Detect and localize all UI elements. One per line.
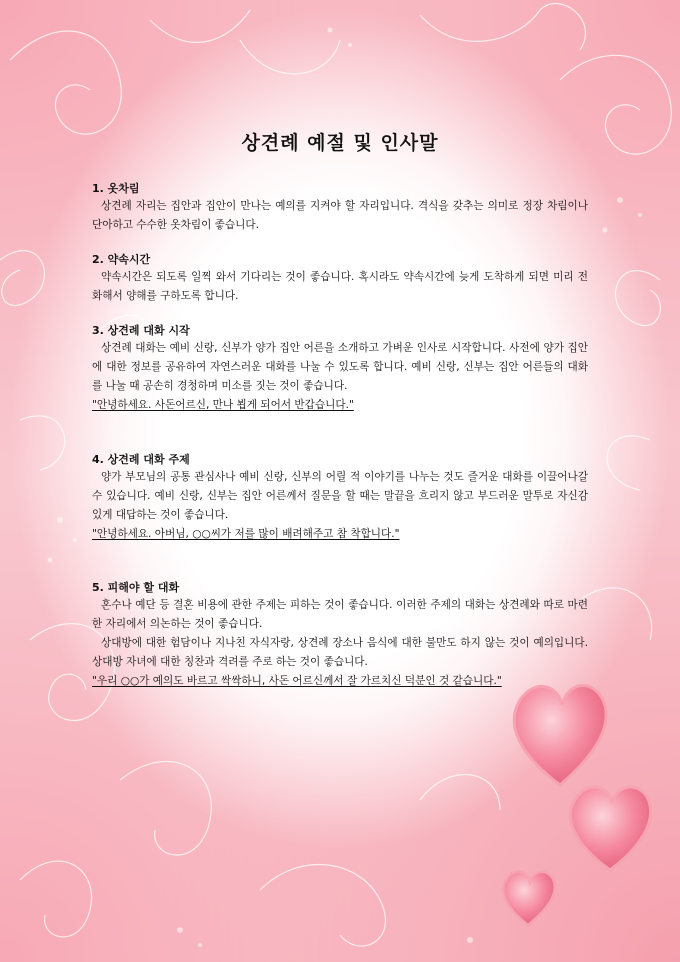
- section-conversation-topics: [92, 452, 588, 544]
- section-topics-to-avoid: [92, 580, 588, 691]
- section-clothing: [92, 181, 588, 235]
- section-paragraph: 양가 부모님의 공통 관심사나 예비 신랑, 신부의 어릴 적 이야기를 나누는 것도 즐거운 대화를 이끌어나갈 수 있습니다. 예비 신랑, 신부는 집안 어른께서 질문을 할 때는 말끝을 흐리지 않고 부드러운 말투로 자신감 있게 대답하는 것이 좋습니다.: [92, 471, 588, 521]
- example-greeting-quote: "안녕하세요. 사돈어르신, 만나 뵙게 되어서 반갑습니다.": [92, 399, 354, 411]
- heart-icon: [514, 685, 606, 785]
- page-title: 상견례 예절 및 인사말: [241, 132, 439, 154]
- section-appointment-time: [92, 252, 588, 306]
- section-paragraph: 약속시간은 되도록 일찍 와서 기다리는 것이 좋습니다. 혹시라도 약속시간에 늦게 도착하게 되면 미리 전화해서 양해를 구하도록 합니다.: [92, 271, 588, 302]
- section-paragraph: 상견례 대화는 예비 신랑, 신부가 양가 집안 어른을 소개하고 가벼운 인사로 시작합니다. 사전에 양가 집안에 대한 정보를 공유하여 자연스러운 대화를 나눌 수 있도록 합니다. 예비 신랑, 신부는 집안 어른들의 대화를 나눌 때 공손히 경청하며 미소를 짓는 것이 좋습니다.: [92, 342, 588, 392]
- example-compliment-quote: "우리 ○○가 예의도 바르고 싹싹하니, 사돈 어르신께서 잘 가르치신 덕분인 것 같습니다.": [92, 675, 502, 687]
- example-greeting-quote: "안녕하세요. 아버님, ○○씨가 저를 많이 배려해주고 참 착합니다.": [92, 528, 400, 540]
- section-paragraph: 상대방에 대한 험담이나 지나친 자식자랑, 상견례 장소나 음식에 대한 불만도 하지 않는 것이 예의입니다. 상대방 자녀에 대한 칭찬과 격려를 주로 하는 것이 좋습니다.: [92, 637, 588, 668]
- section-heading: 4. 상견례 대화 주제: [92, 453, 190, 466]
- section-heading: 5. 피해야 할 대화: [92, 581, 180, 594]
- heart-icon: [570, 787, 650, 870]
- section-conversation-start: [92, 323, 588, 415]
- section-paragraph: 상견례 자리는 집안과 집안이 만나는 예의를 지켜야 할 자리입니다. 격식을 갖추는 의미로 정장 차림이나 단아하고 수수한 옷차림이 좋습니다.: [92, 200, 588, 231]
- section-heading: 3. 상견례 대화 시작: [92, 324, 190, 337]
- heart-icon: [503, 871, 554, 925]
- section-paragraph: 혼수나 예단 등 결혼 비용에 관한 주제는 피하는 것이 좋습니다. 이러한 주제의 대화는 상견례와 따로 마련한 자리에서 의논하는 것이 좋습니다.: [92, 599, 588, 630]
- section-heading: 2. 약속시간: [92, 253, 151, 266]
- section-heading: 1. 옷차림: [92, 182, 140, 195]
